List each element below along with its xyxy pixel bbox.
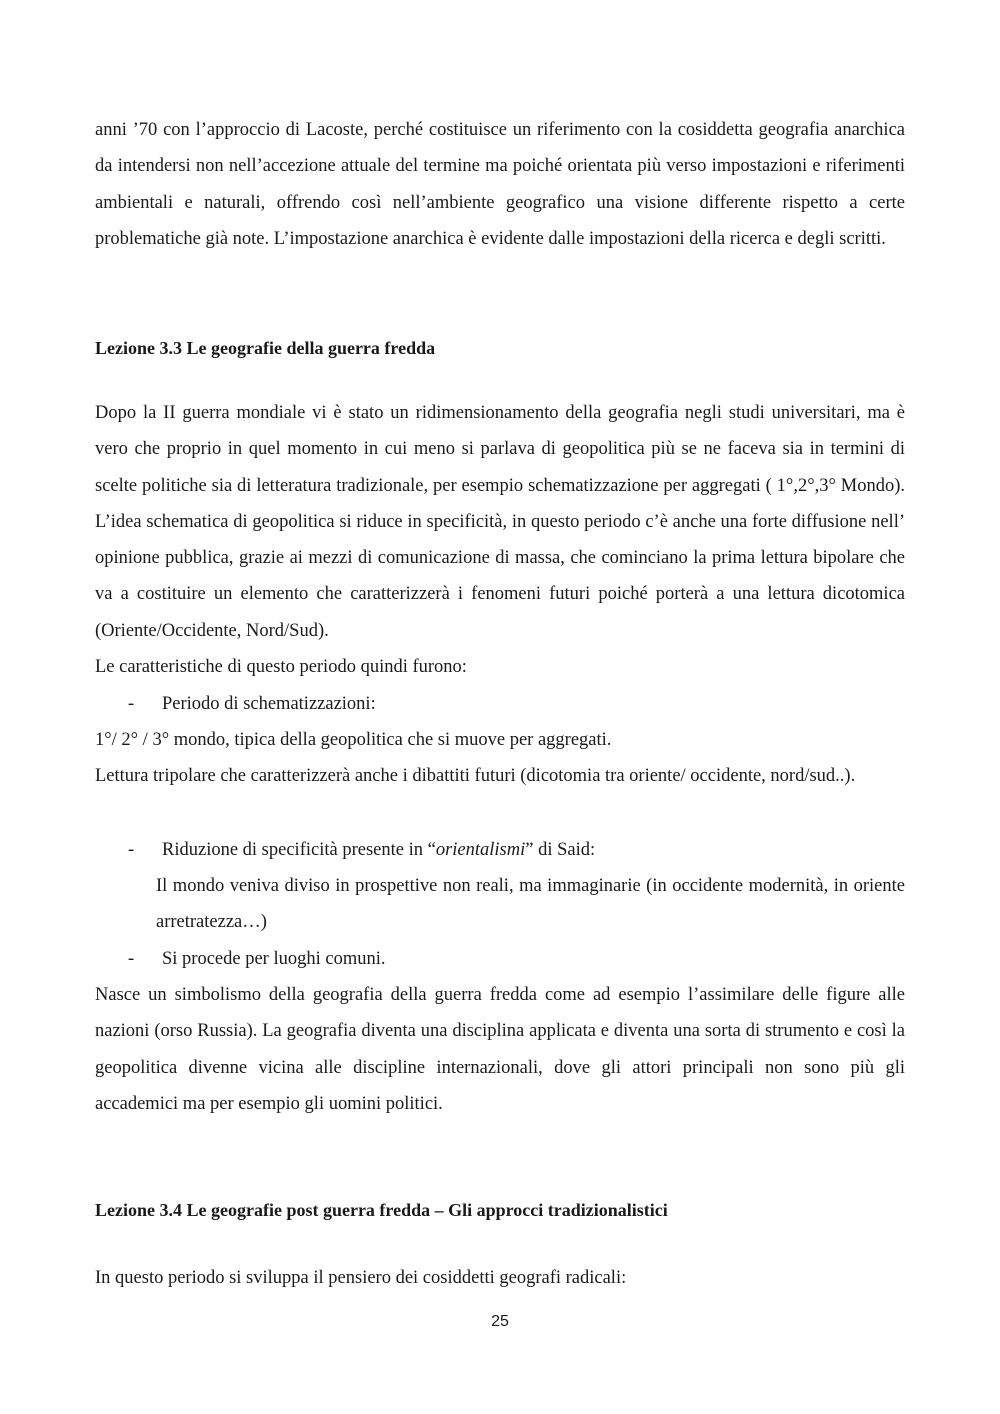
page-number: 25: [491, 1313, 509, 1330]
section-3-3-paragraph-1: Dopo la II guerra mondiale vi è stato un ridimensionamento della geografia negli studi universitari, ma è vero che proprio in quel momento in cui meno si parlava di geopolitica più se ne faceva sia in termini di scelte politiche sia di letteratura tradizionale, per esempio schematizzazione per aggregati ( 1°,2°,3° Mondo). L’idea schematica di geopolitica si riduce in specificità, in questo periodo c’è anche una forte diffusione nell’ opinione pubblica, grazie ai mezzi di comunicazione di massa, che cominciano la prima lettura bipolare che va a costituire un elemento che caratterizzerà i fenomeni futuri poiché porterà a una lettura dicotomica (Oriente/Occidente, Nord/Sud).: [95, 403, 905, 641]
tripolare-line: Lettura tripolare che caratterizzerà anche i dibattiti futuri (dicotomia tra oriente/ occidente, nord/sud..).: [95, 766, 856, 786]
mondo-line: 1°/ 2° / 3° mondo, tipica della geopolitica che si muove per aggregati.: [95, 730, 612, 750]
section-heading-3-4: Lezione 3.4 Le geografie post guerra fredda – Gli approcci tradizionalistici: [95, 1200, 668, 1220]
list-item-detail: Il mondo veniva diviso in prospettive non reali, ma immaginarie (in occidente modernità, in oriente arretratezza…): [156, 876, 905, 933]
list-item: [128, 686, 376, 722]
list-intro: Le caratteristiche di questo periodo quindi furono:: [95, 657, 467, 677]
list-item-text-after: ” di Said:: [525, 840, 596, 860]
section-3-4-paragraph-1: In questo periodo si sviluppa il pensiero dei cosiddetti geografi radicali:: [95, 1268, 627, 1288]
list-item: [128, 832, 595, 868]
bullet-dash: -: [128, 694, 135, 714]
list-item-text-before: Riduzione di specificità presente in “: [162, 840, 436, 860]
intro-paragraph: anni ’70 con l’approccio di Lacoste, perché costituisce un riferimento con la cosiddetta geografia anarchica da intendersi non nell’accezione attuale del termine ma poiché orientata più verso impostazioni e riferimenti ambientali e naturali, offrendo così nell’ambiente geografico una visione differente rispetto a certe problematiche già note. L’impostazione anarchica è evidente dalle impostazioni della ricerca e degli scritti.: [95, 120, 905, 249]
list-item-text: Si procede per luoghi comuni.: [162, 949, 386, 969]
section-3-3-paragraph-2: Nasce un simbolismo della geografia della guerra fredda come ad esempio l’assimilare delle figure alle nazioni (orso Russia). La geografia diventa una disciplina applicata e diventa una sorta di strumento e così la geopolitica divenne vicina alle discipline internazionali, dove gli attori principali non sono più gli accademici ma per esempio gli uomini politici.: [95, 985, 905, 1114]
list-item: [128, 941, 386, 977]
section-heading-3-3: Lezione 3.3 Le geografie della guerra fredda: [95, 338, 436, 358]
bullet-dash: -: [128, 840, 135, 860]
list-item-text: Periodo di schematizzazioni:: [162, 694, 376, 714]
bullet-dash: -: [128, 949, 135, 969]
italic-term: orientalismi: [435, 840, 526, 860]
